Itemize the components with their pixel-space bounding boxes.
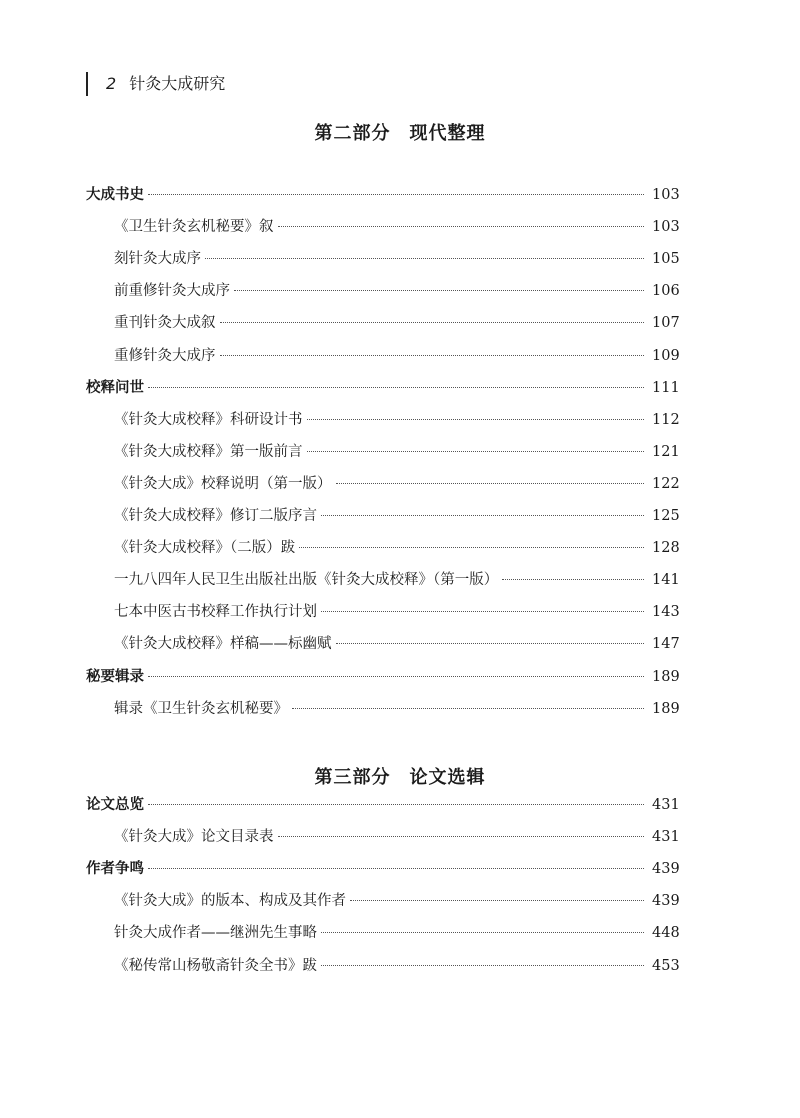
dot-leader <box>299 547 644 548</box>
toc-entry-title: 辑录《卫生针灸玄机秘要》 <box>114 701 288 717</box>
toc-entry-title: 一九八四年人民卫生出版社出版《针灸大成校释》（第一版） <box>114 572 499 588</box>
book-title: 针灸大成研究 <box>129 74 226 93</box>
toc-entry <box>86 247 678 271</box>
toc-entry-page: 111 <box>652 380 680 396</box>
dot-leader <box>350 900 644 901</box>
toc-entry-title: 大成书史 <box>86 187 144 203</box>
toc-entry-title: 《针灸大成校释》（二版）跋 <box>114 540 296 556</box>
toc-entry-page: 431 <box>652 797 680 813</box>
toc-entry-page: 128 <box>652 540 680 556</box>
dot-leader <box>336 643 645 644</box>
toc-entry <box>86 889 678 913</box>
toc-entry-page: 125 <box>652 508 680 524</box>
toc-section-entry <box>86 857 678 881</box>
dot-leader <box>205 258 644 259</box>
toc-section-entry <box>86 376 678 400</box>
dot-leader <box>292 708 644 709</box>
toc-entry-page: 147 <box>652 636 680 652</box>
toc-entry-title: 重刊针灸大成叙 <box>114 315 216 331</box>
toc-entry <box>86 311 678 335</box>
toc-entry-title: 前重修针灸大成序 <box>114 283 230 299</box>
toc-entry <box>86 279 678 303</box>
toc-entry-page: 431 <box>652 829 680 845</box>
toc-entry <box>86 568 678 592</box>
toc-entry-title: 《针灸大成校释》科研设计书 <box>114 412 303 428</box>
part2-title: 第二部分 现代整理 <box>314 123 486 144</box>
toc-entry-title: 秘要辑录 <box>86 669 144 685</box>
toc-entry-title: 校释问世 <box>86 380 144 396</box>
toc-entry-page: 121 <box>652 444 680 460</box>
part3-title: 第三部分 论文选辑 <box>314 767 486 788</box>
dot-leader <box>307 419 645 420</box>
toc-entry-page: 189 <box>652 669 680 685</box>
running-head <box>86 72 225 96</box>
dot-leader <box>336 483 645 484</box>
toc-entry-title: 《针灸大成校释》样稿——标幽赋 <box>114 636 332 652</box>
toc-entry-page: 189 <box>652 701 680 717</box>
dot-leader <box>148 868 644 869</box>
toc-entry <box>86 825 678 849</box>
toc-entry <box>86 954 678 978</box>
toc-section-entry <box>86 793 678 817</box>
toc-entry-title: 七本中医古书校释工作执行计划 <box>114 604 317 620</box>
toc-entry-title: 刻针灸大成序 <box>114 251 201 267</box>
toc-entry-page: 109 <box>652 348 680 364</box>
toc-entry-title: 针灸大成作者——继洲先生事略 <box>114 925 317 941</box>
toc-entry-page: 439 <box>652 893 680 909</box>
dot-leader <box>321 932 644 933</box>
dot-leader <box>307 451 645 452</box>
toc-entry-page: 453 <box>652 958 680 974</box>
toc-entry-title: 《针灸大成》的版本、构成及其作者 <box>114 893 346 909</box>
toc-entry-page: 141 <box>652 572 680 588</box>
toc-entry-page: 105 <box>652 251 680 267</box>
toc-entry <box>86 632 678 656</box>
toc-entry-page: 106 <box>652 283 680 299</box>
toc-entry <box>86 472 678 496</box>
dot-leader <box>220 322 645 323</box>
toc-entry-title: 《针灸大成》校释说明（第一版） <box>114 476 332 492</box>
toc-entry <box>86 408 678 432</box>
toc-entry-title: 作者争鸣 <box>86 861 144 877</box>
toc-entry <box>86 697 678 721</box>
toc-section-entry <box>86 183 678 207</box>
toc-entry-page: 103 <box>652 187 680 203</box>
toc-entry <box>86 536 678 560</box>
toc-entry-page: 448 <box>652 925 680 941</box>
dot-leader <box>220 355 645 356</box>
toc-entry-title: 《针灸大成校释》修订二版序言 <box>114 508 317 524</box>
toc-entry-page: 122 <box>652 476 680 492</box>
toc-entry <box>86 215 678 239</box>
dot-leader <box>234 290 644 291</box>
toc-entry-title: 重修针灸大成序 <box>114 348 216 364</box>
toc-entry <box>86 921 678 945</box>
page-number: 2 <box>106 74 117 93</box>
toc-entry-title: 《针灸大成》论文目录表 <box>114 829 274 845</box>
toc-entry-page: 103 <box>652 219 680 235</box>
toc-entry <box>86 344 678 368</box>
dot-leader <box>148 387 644 388</box>
dot-leader <box>148 676 644 677</box>
toc-entry <box>86 504 678 528</box>
toc-entry-page: 112 <box>652 412 680 428</box>
toc-entry-page: 107 <box>652 315 680 331</box>
toc-entry <box>86 600 678 624</box>
dot-leader <box>321 965 644 966</box>
dot-leader <box>148 804 644 805</box>
toc-entry-page: 143 <box>652 604 680 620</box>
dot-leader <box>278 226 645 227</box>
toc-entry-title: 《秘传常山杨敬斋针灸全书》跋 <box>114 958 317 974</box>
dot-leader <box>321 515 644 516</box>
dot-leader <box>502 579 644 580</box>
dot-leader <box>278 836 645 837</box>
toc-entry <box>86 440 678 464</box>
toc-entry-title: 论文总览 <box>86 797 144 813</box>
toc-entry-title: 《卫生针灸玄机秘要》叙 <box>114 219 274 235</box>
toc-section-entry <box>86 665 678 689</box>
toc-entry-title: 《针灸大成校释》第一版前言 <box>114 444 303 460</box>
dot-leader <box>148 194 644 195</box>
dot-leader <box>321 611 644 612</box>
toc-entry-page: 439 <box>652 861 680 877</box>
